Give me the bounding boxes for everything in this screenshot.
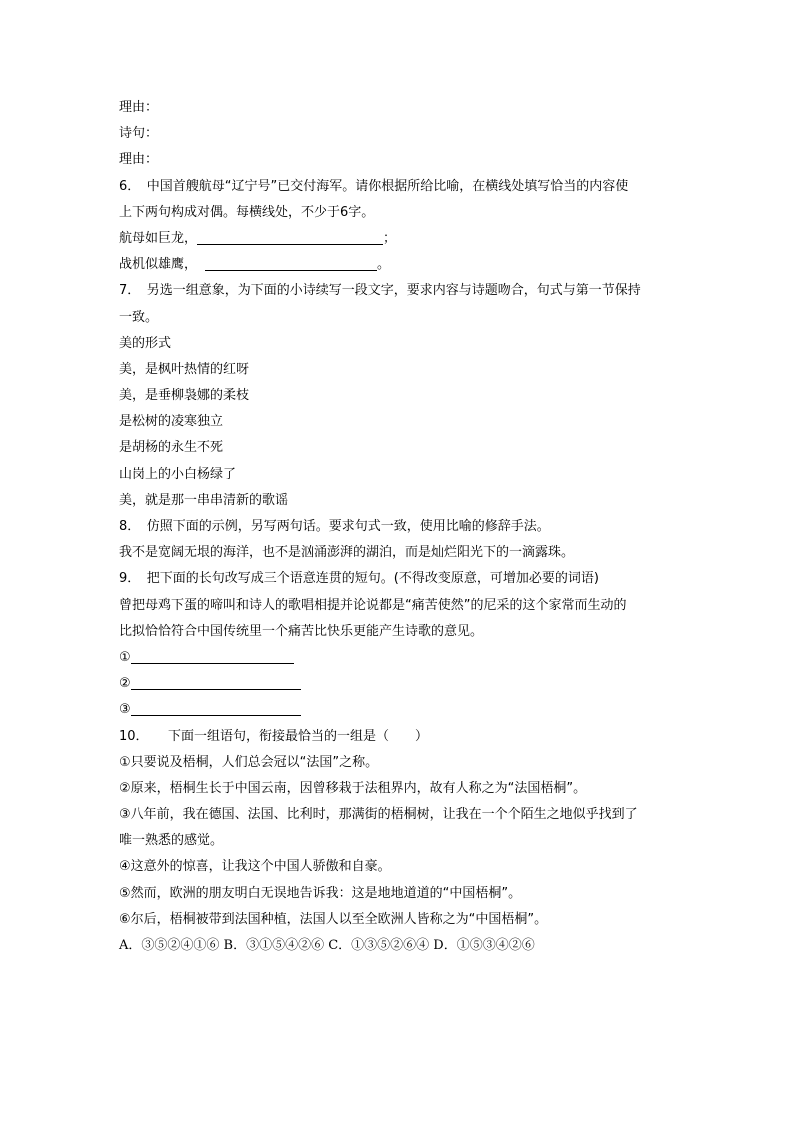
question-8-example: 我不是宽阔无垠的海洋，也不是汹涌澎湃的湖泊，而是灿烂阳光下的一滴露珠。: [119, 545, 575, 561]
question-8-prompt: 8． 仿照下面的示例，另写两句话。要求句式一致，使用比喻的修辞手法。: [119, 519, 550, 534]
circle-number-2: ②: [119, 676, 131, 692]
document-page: [119, 95, 679, 959]
poem-line-4: 是胡杨的永生不死: [119, 440, 224, 456]
question-7-prompt-line-1: 7． 另选一组意象，为下面的小诗续写一段文字，要求内容与诗题吻合，句式与第一节保持: [119, 283, 641, 299]
question-9-sentence-line-1: 曾把母鸡下蛋的啼叫和诗人的歌唱相提并论说都是“痛苦使然”的尼采的这个家常而生动的: [119, 597, 627, 613]
question-9-answer-1: [119, 645, 679, 671]
sentence-4: ④这意外的惊喜，让我这个中国人骄傲和自豪。: [119, 859, 391, 875]
answer-options: A．③⑤②④①⑥ B．③①⑤④②⑥ C．①③⑤②⑥④ D．①⑤③④②⑥: [119, 938, 535, 953]
q6-line2-end: 。: [377, 257, 391, 273]
answer-blank-q9-2[interactable]: [131, 674, 301, 690]
q6-line1-lead: 航母如巨龙，: [119, 230, 198, 246]
question-7-prompt-line-2: 一致。: [119, 309, 159, 325]
poem-title: 美的形式: [119, 335, 172, 351]
sentence-6: ⑥尔后，梧桐被带到法国种植，法国人以至全欧洲人皆称之为“中国梧桐”。: [119, 911, 548, 927]
reason-label-1: 理由：: [119, 100, 159, 115]
question-9-prompt: 9． 把下面的长句改写成三个语意连贯的短句。(不得改变原意，可增加必要的词语): [119, 571, 599, 587]
sentence-3-line-2: 唯一熟悉的感觉。: [119, 833, 224, 849]
answer-blank-q9-1[interactable]: [131, 648, 294, 664]
question-6-line-1: [119, 226, 679, 252]
answer-blank-q6-1[interactable]: [197, 229, 383, 245]
answer-blank-q9-3[interactable]: [131, 700, 301, 716]
question-6-prompt-line-1: 6． 中国首艘航母“辽宁号”已交付海军。请你根据所给比喻，在横线处填写恰当的内容使: [119, 178, 629, 194]
reason-label-2: 理由：: [119, 152, 159, 168]
poem-line-1: 美，是枫叶热情的红呀: [119, 361, 250, 377]
sentence-2: ②原来，梧桐生长于中国云南，因曾移栽于法租界内，故有人称之为“法国梧桐”。: [119, 780, 587, 796]
circle-number-1: ①: [119, 649, 131, 665]
question-10-prompt: 10． 下面一组语句，衔接最恰当的一组是（ ）: [119, 728, 429, 744]
sentence-3-line-1: ③八年前，我在德国、法国、比利时，那满街的梧桐树，让我在一个个陌生之地似乎找到了: [119, 807, 638, 823]
poem-line-6: 美，就是那一串串清新的歌谣: [119, 492, 289, 508]
poem-line-3: 是松树的凌寒独立: [119, 414, 224, 430]
q6-line1-end: ；: [383, 230, 397, 246]
question-9-answer-2: [119, 671, 679, 697]
sentence-5: ⑤然而，欧洲的朋友明白无误地告诉我：这是地地道道的“中国梧桐”。: [119, 885, 522, 901]
poem-line-5: 山岗上的小白杨绿了: [119, 466, 237, 482]
circle-number-3: ③: [119, 702, 131, 718]
sentence-1: ①只要说及梧桐，人们总会冠以“法国”之称。: [119, 754, 379, 770]
verse-label: 诗句：: [119, 126, 159, 142]
question-6-line-2: [119, 252, 679, 278]
question-9-sentence-line-2: 比拟恰恰符合中国传统里一个痛苦比快乐更能产生诗歌的意见。: [119, 623, 484, 639]
answer-blank-q6-2[interactable]: [205, 255, 377, 271]
q6-line2-lead: 战机似雄鹰，: [119, 257, 198, 273]
poem-line-2: 美，是垂柳袅娜的柔枝: [119, 388, 250, 404]
question-6-prompt-line-2: 上下两句构成对偶。每横线处，不少于6字。: [119, 204, 375, 220]
question-9-answer-3: [119, 697, 679, 723]
